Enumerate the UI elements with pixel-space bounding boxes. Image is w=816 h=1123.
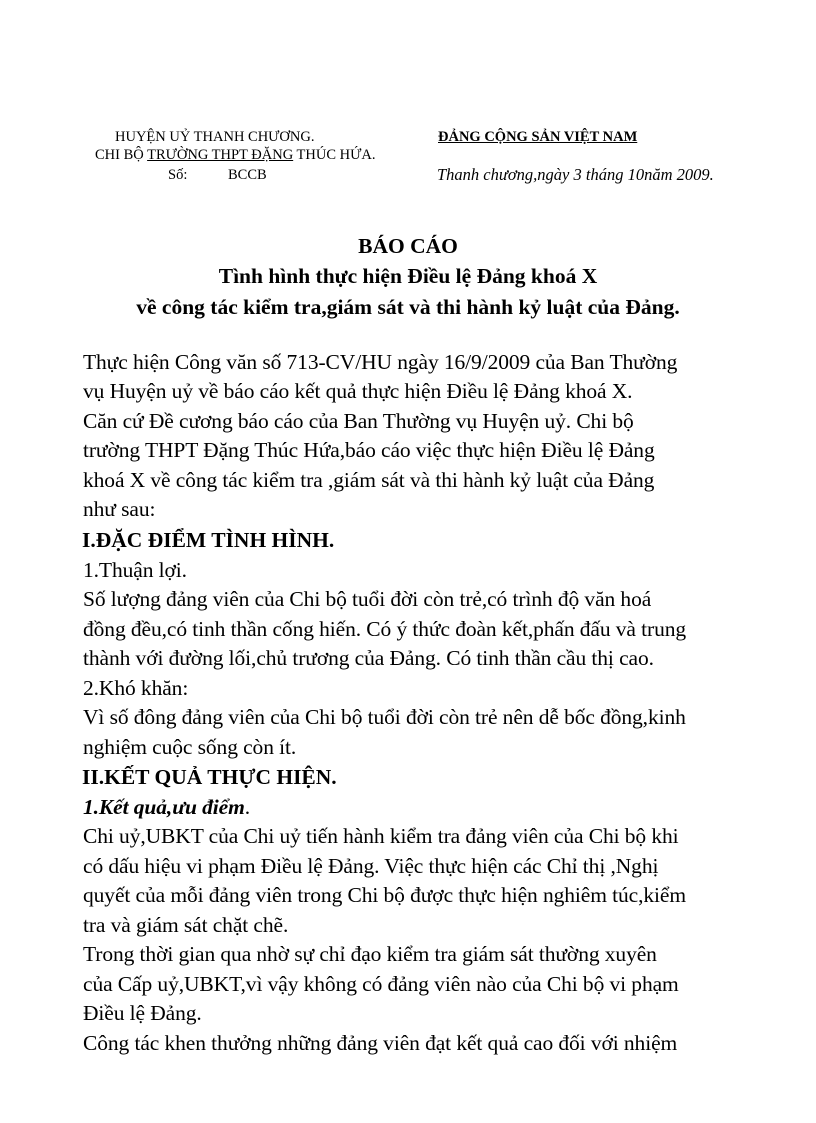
intro-line: vụ Huyện uỷ về báo cáo kết quả thực hiện Điều lệ Đảng khoá X. [83, 379, 633, 403]
subheading-results-dot: . [244, 795, 250, 819]
intro-line: khoá X về công tác kiểm tra ,giám sát và thi hành kỷ luật của Đảng [83, 468, 655, 492]
document-number-label: Số: [168, 167, 188, 183]
paragraph-line: của Cấp uỷ,UBKT,vì vậy không có đảng viên nào của Chi bộ vi phạm [83, 972, 679, 996]
paragraph-line: nghiệm cuộc sống còn ít. [83, 735, 297, 759]
intro-line: Căn cứ Đề cương báo cáo của Ban Thường vụ Huyện uỷ. Chi bộ [83, 409, 634, 433]
intro-line: trường THPT Đặng Thúc Hứa,báo cáo việc thực hiện Điều lệ Đảng [83, 438, 655, 462]
report-subtitle-1: Tình hình thực hiện Điều lệ Đảng khoá X [218, 264, 598, 288]
paragraph-line: Điều lệ Đảng. [83, 1001, 202, 1025]
paragraph-line: Chi uỷ,UBKT của Chi uỷ tiến hành kiểm tra đảng viên của Chi bộ khi [83, 824, 679, 848]
party-cell-prefix: CHI BỘ [95, 147, 148, 163]
paragraph-line: tra và giám sát chặt chẽ. [83, 913, 289, 937]
section-heading-2: II.KẾT QUẢ THỰC HIỆN. [82, 765, 337, 789]
party-name: ĐẢNG CỘNG SẢN VIỆT NAM [438, 129, 638, 145]
subheading-results-text: 1.Kết quả,ưu điểm [83, 795, 245, 819]
paragraph-line: có dấu hiệu vi phạm Điều lệ Đảng. Việc thực hiện các Chỉ thị ,Nghị [83, 854, 659, 878]
paragraph-line: Số lượng đảng viên của Chi bộ tuổi đời còn trẻ,có trình độ văn hoá [83, 587, 652, 611]
report-subtitle-2: về công tác kiểm tra,giám sát và thi hành kỷ luật của Đảng. [136, 295, 680, 319]
section-heading-1: I.ĐẶC ĐIỂM TÌNH HÌNH. [82, 528, 335, 552]
subheading-advantages: 1.Thuận lợi. [83, 558, 187, 582]
paragraph-line: quyết của mỗi đảng viên trong Chi bộ được thực hiện nghiêm túc,kiểm [83, 883, 686, 907]
document-number-value: BCCB [228, 167, 267, 183]
subheading-difficulties: 2.Khó khăn: [83, 676, 189, 700]
paragraph-line: Vì số đông đảng viên của Chi bộ tuổi đời còn trẻ nên dễ bốc đồng,kinh [83, 705, 686, 729]
place-date: Thanh chương,ngày 3 tháng 10năm 2009. [437, 165, 714, 184]
paragraph-line: thành với đường lối,chủ trương của Đảng. Có tinh thần cầu thị cao. [83, 646, 654, 670]
party-cell-suffix: THÚC HỨA. [293, 147, 376, 163]
party-cell-school: TRƯỜNG THPT ĐẶNG [147, 147, 294, 163]
party-cell-label [95, 147, 375, 164]
intro-line: Thực hiện Công văn số 713-CV/HU ngày 16/9/2009 của Ban Thường [83, 350, 678, 374]
paragraph-line: Công tác khen thưởng những đảng viên đạt kết quả cao đối với nhiệm [83, 1031, 678, 1055]
paragraph-line: Trong thời gian qua nhờ sự chỉ đạo kiểm tra giám sát thường xuyên [83, 942, 657, 966]
district-committee-label: HUYỆN UỶ THANH CHƯƠNG. [115, 129, 315, 145]
subheading-results [83, 795, 250, 820]
report-title: BÁO CÁO [358, 234, 458, 258]
paragraph-line: đồng đều,có tinh thần cống hiến. Có ý thức đoàn kết,phấn đấu và trung [83, 617, 687, 641]
intro-line: như sau: [83, 497, 156, 521]
